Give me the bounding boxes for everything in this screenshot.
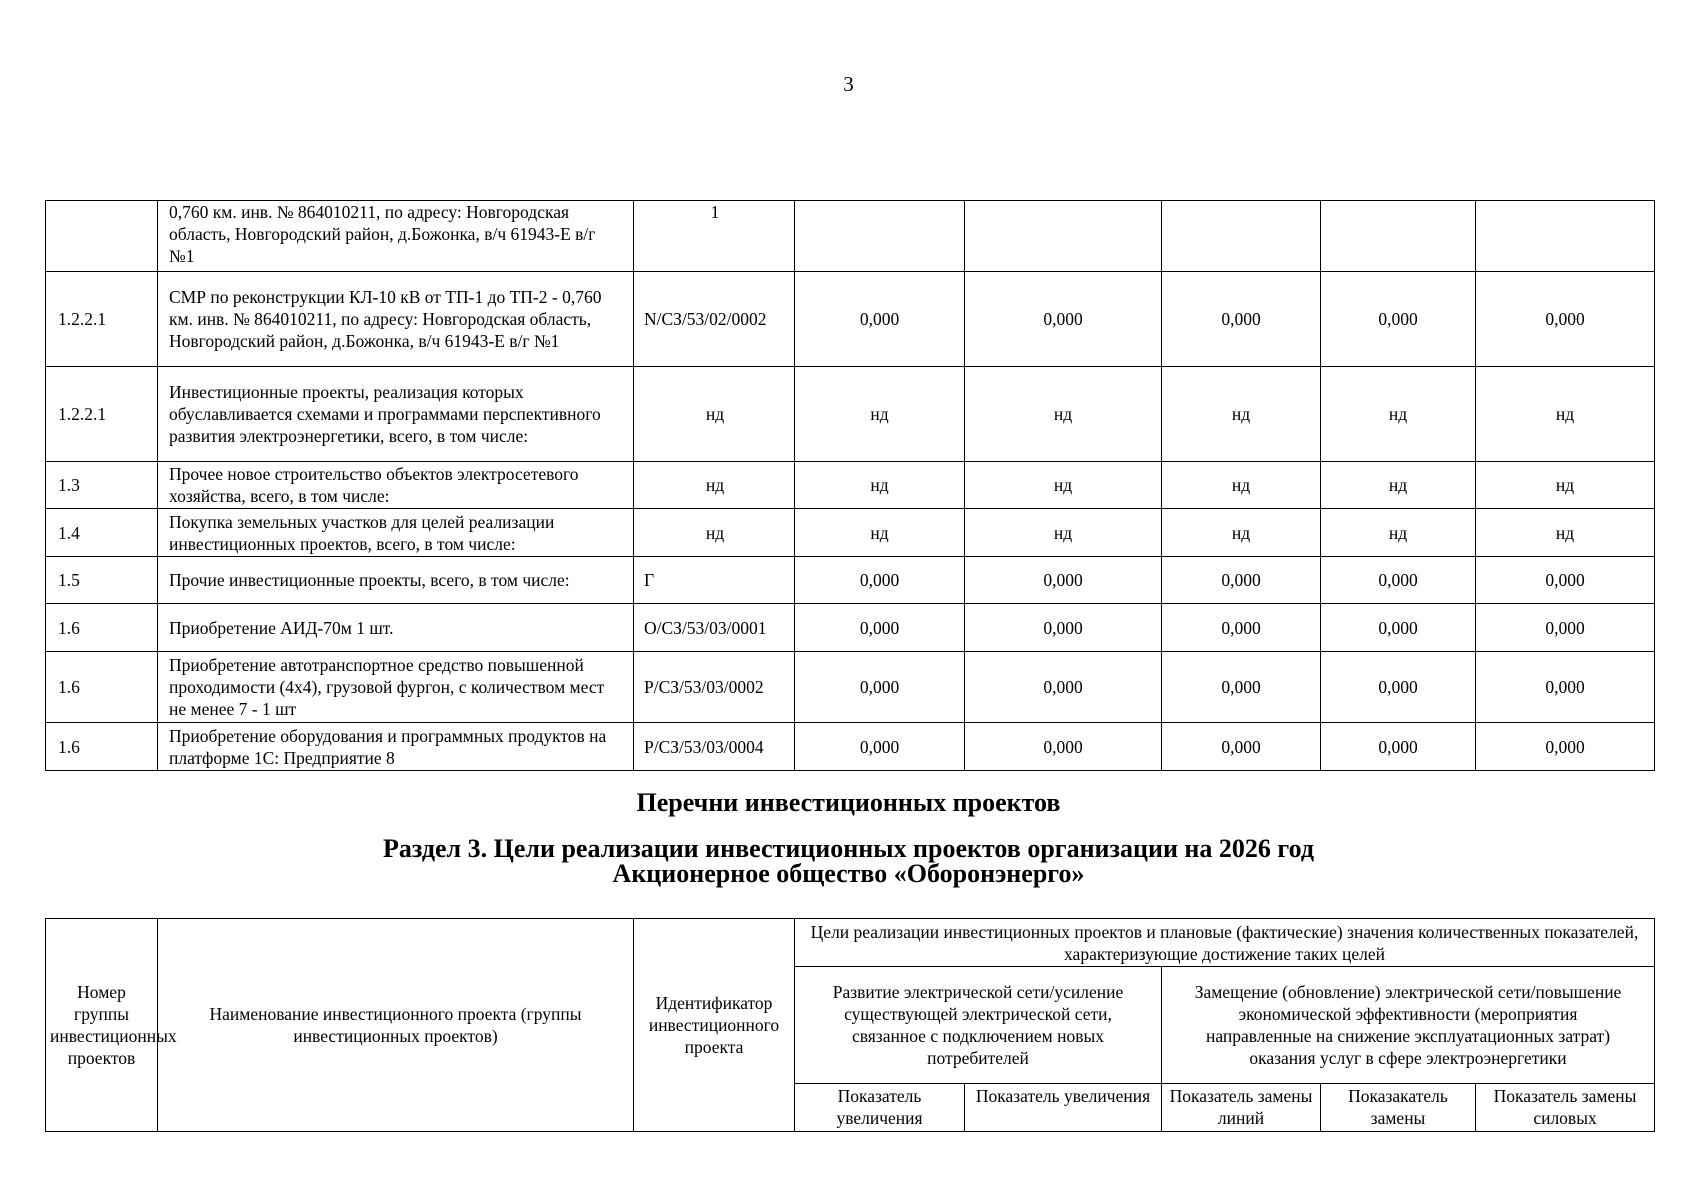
project-name: Инвестиционные проекты, реализация которых обуславливается схемами и программами перспективного развития электроэнергетики, всего, в том числе: <box>158 367 634 462</box>
group-number: 1.4 <box>46 509 158 557</box>
value-cell: 0,000 <box>965 604 1162 652</box>
value-cell: нд <box>1162 509 1321 557</box>
project-name: Прочее новое строительство объектов электросетевого хозяйства, всего, в том числе: <box>158 462 634 509</box>
table-row <box>46 509 1655 557</box>
value-cell: нд <box>1162 462 1321 509</box>
value-cell: 0,000 <box>1476 652 1655 723</box>
group-number: 1.6 <box>46 652 158 723</box>
table-row <box>46 723 1655 771</box>
header-project-name: Наименование инвестиционного проекта (группы инвестиционных проектов) <box>158 919 634 1132</box>
value-cell: нд <box>795 367 965 462</box>
table-row <box>46 557 1655 604</box>
project-name: 0,760 км. инв. № 864010211, по адресу: Новгородская область, Новгородский район, д.Божонка, в/ч 61943-Е в/г №1 <box>158 201 634 272</box>
value-cell <box>965 201 1162 272</box>
value-cell: 0,000 <box>795 557 965 604</box>
value-cell: 0,000 <box>1162 272 1321 367</box>
group-number: 1.5 <box>46 557 158 604</box>
value-cell: нд <box>965 367 1162 462</box>
table-row <box>46 367 1655 462</box>
project-identifier: нд <box>634 509 795 557</box>
value-cell: 0,000 <box>965 723 1162 771</box>
group-number <box>46 201 158 272</box>
value-cell: нд <box>795 462 965 509</box>
value-cell: 0,000 <box>795 604 965 652</box>
table-row <box>46 462 1655 509</box>
header-network-replacement: Замещение (обновление) электрической сети/повышение экономической эффективности (мероприятия направленные на снижение эксплуатационных затрат) оказания услуг в сфере электроэнергетики <box>1162 967 1655 1084</box>
value-cell: нд <box>1321 509 1476 557</box>
investment-projects-table <box>45 200 1655 771</box>
value-cell: нд <box>1321 367 1476 462</box>
value-cell: 0,000 <box>795 272 965 367</box>
section-title-line: Раздел 3. Цели реализации инвестиционных проектов организации на 2026 год <box>383 834 1314 863</box>
group-number: 1.6 <box>46 723 158 771</box>
value-cell: нд <box>965 509 1162 557</box>
value-cell: 0,000 <box>965 652 1162 723</box>
section-title <box>0 836 1697 886</box>
value-cell: нд <box>1321 462 1476 509</box>
project-identifier: Г <box>634 557 795 604</box>
project-name: Прочие инвестиционные проекты, всего, в том числе: <box>158 557 634 604</box>
table-row <box>46 652 1655 723</box>
header-indicator: Показатель замены силовых <box>1476 1084 1655 1132</box>
value-cell <box>1321 201 1476 272</box>
project-identifier: нд <box>634 462 795 509</box>
value-cell: 0,000 <box>1162 604 1321 652</box>
header-group-number: Номер группы инвестиционных проектов <box>46 919 158 1132</box>
value-cell: 0,000 <box>1321 652 1476 723</box>
value-cell <box>795 201 965 272</box>
project-identifier: О/СЗ/53/03/0001 <box>634 604 795 652</box>
value-cell: 0,000 <box>1476 272 1655 367</box>
group-number: 1.6 <box>46 604 158 652</box>
value-cell: нд <box>1476 462 1655 509</box>
value-cell: 0,000 <box>1321 723 1476 771</box>
header-project-identifier: Идентификатор инвестиционного проекта <box>634 919 795 1132</box>
project-name: Приобретение оборудования и программных продуктов на платформе 1С: Предприятие 8 <box>158 723 634 771</box>
value-cell: 0,000 <box>1476 557 1655 604</box>
value-cell: 0,000 <box>1321 557 1476 604</box>
value-cell: нд <box>1476 367 1655 462</box>
value-cell: 0,000 <box>1162 652 1321 723</box>
table-row <box>46 201 1655 272</box>
value-cell: 0,000 <box>1476 723 1655 771</box>
value-cell: 0,000 <box>795 652 965 723</box>
project-identifier: 1 <box>634 201 795 272</box>
section-heading: Перечни инвестиционных проектов <box>636 788 1061 817</box>
value-cell: нд <box>795 509 965 557</box>
value-cell: 0,000 <box>1321 272 1476 367</box>
value-cell: 0,000 <box>1476 604 1655 652</box>
table-row <box>46 272 1655 367</box>
value-cell: 0,000 <box>1321 604 1476 652</box>
project-identifier: Р/СЗ/53/03/0004 <box>634 723 795 771</box>
value-cell: нд <box>1162 367 1321 462</box>
project-name: Приобретение АИД-70м 1 шт. <box>158 604 634 652</box>
header-goals: Цели реализации инвестиционных проектов и плановые (фактические) значения количественных показателей, характеризующие достижение таких целей <box>795 919 1655 967</box>
group-number: 1.2.2.1 <box>46 367 158 462</box>
value-cell: 0,000 <box>795 723 965 771</box>
header-indicator: Показатель увеличения <box>795 1084 965 1132</box>
header-network-development: Развитие электрической сети/усиление существующей электрической сети, связанное с подключением новых потребителей <box>795 967 1162 1084</box>
project-name: СМР по реконструкции КЛ-10 кВ от ТП-1 до ТП-2 - 0,760 км. инв. № 864010211, по адресу: Новгородская область, Новгородский район, д.Божонка, в/ч 61943-Е в/г №1 <box>158 272 634 367</box>
page-number: 3 <box>843 72 854 96</box>
value-cell: нд <box>965 462 1162 509</box>
header-indicator: Показатель увеличения <box>965 1084 1162 1132</box>
value-cell: нд <box>1476 509 1655 557</box>
header-indicator: Показатель замены линий <box>1162 1084 1321 1132</box>
project-identifier: N/СЗ/53/02/0002 <box>634 272 795 367</box>
value-cell: 0,000 <box>965 557 1162 604</box>
value-cell: 0,000 <box>965 272 1162 367</box>
group-number: 1.3 <box>46 462 158 509</box>
group-number: 1.2.2.1 <box>46 272 158 367</box>
value-cell <box>1476 201 1655 272</box>
organization-name: Акционерное общество «Оборонэнерго» <box>612 859 1085 888</box>
project-name: Покупка земельных участков для целей реализации инвестиционных проектов, всего, в том числе: <box>158 509 634 557</box>
value-cell: 0,000 <box>1162 557 1321 604</box>
value-cell: 0,000 <box>1162 723 1321 771</box>
project-identifier: Р/СЗ/53/03/0002 <box>634 652 795 723</box>
header-indicator: Показакатель замены <box>1321 1084 1476 1132</box>
project-identifier: нд <box>634 367 795 462</box>
value-cell <box>1162 201 1321 272</box>
goals-table-header <box>45 918 1655 1132</box>
project-name: Приобретение автотранспортное средство повышенной проходимости (4х4), грузовой фургон, с количеством мест не менее 7 - 1 шт <box>158 652 634 723</box>
table-row <box>46 604 1655 652</box>
